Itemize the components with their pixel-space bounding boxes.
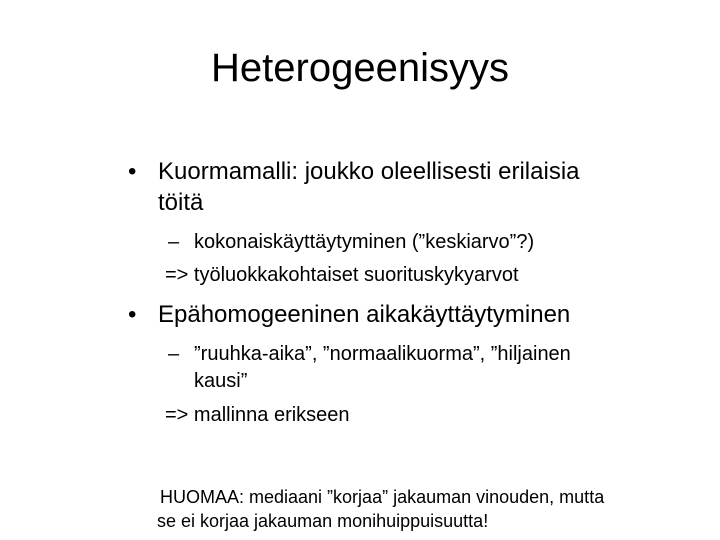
sub-bullet-text: kokonaiskäyttäytyminen (”keskiarvo”?) [194,231,535,253]
bullet-text-line-2: töitä [158,189,204,216]
note-line-1: HUOMAA: mediaani ”korjaa” jakauman vinouden, mutta [160,487,605,507]
bullet-text-line-1: Epähomogeeninen aikakäyttäytyminen [158,301,571,328]
implication-model-separately: => mallinna erikseen [165,404,350,426]
implication-class-specific: => työluokkakohtaiset suorituskykyarvot [165,264,519,286]
slide-title: Heterogeenisyys [211,46,509,90]
sub-bullet-text-line-1: ”ruuhka-aika”, ”normaalikuorma”, ”hiljainen [194,343,571,365]
sub-bullet-marker: – [168,231,180,253]
note-line-2: se ei korjaa jakauman monihuippuisuutta! [157,511,489,531]
bullet-text-line-1: Kuormamalli: joukko oleellisesti erilaisia [158,158,580,185]
sub-bullet-marker: – [168,343,180,365]
bullet-marker: • [128,158,137,185]
bullet-marker: • [128,301,137,328]
sub-bullet-text-line-2: kausi” [194,370,248,392]
